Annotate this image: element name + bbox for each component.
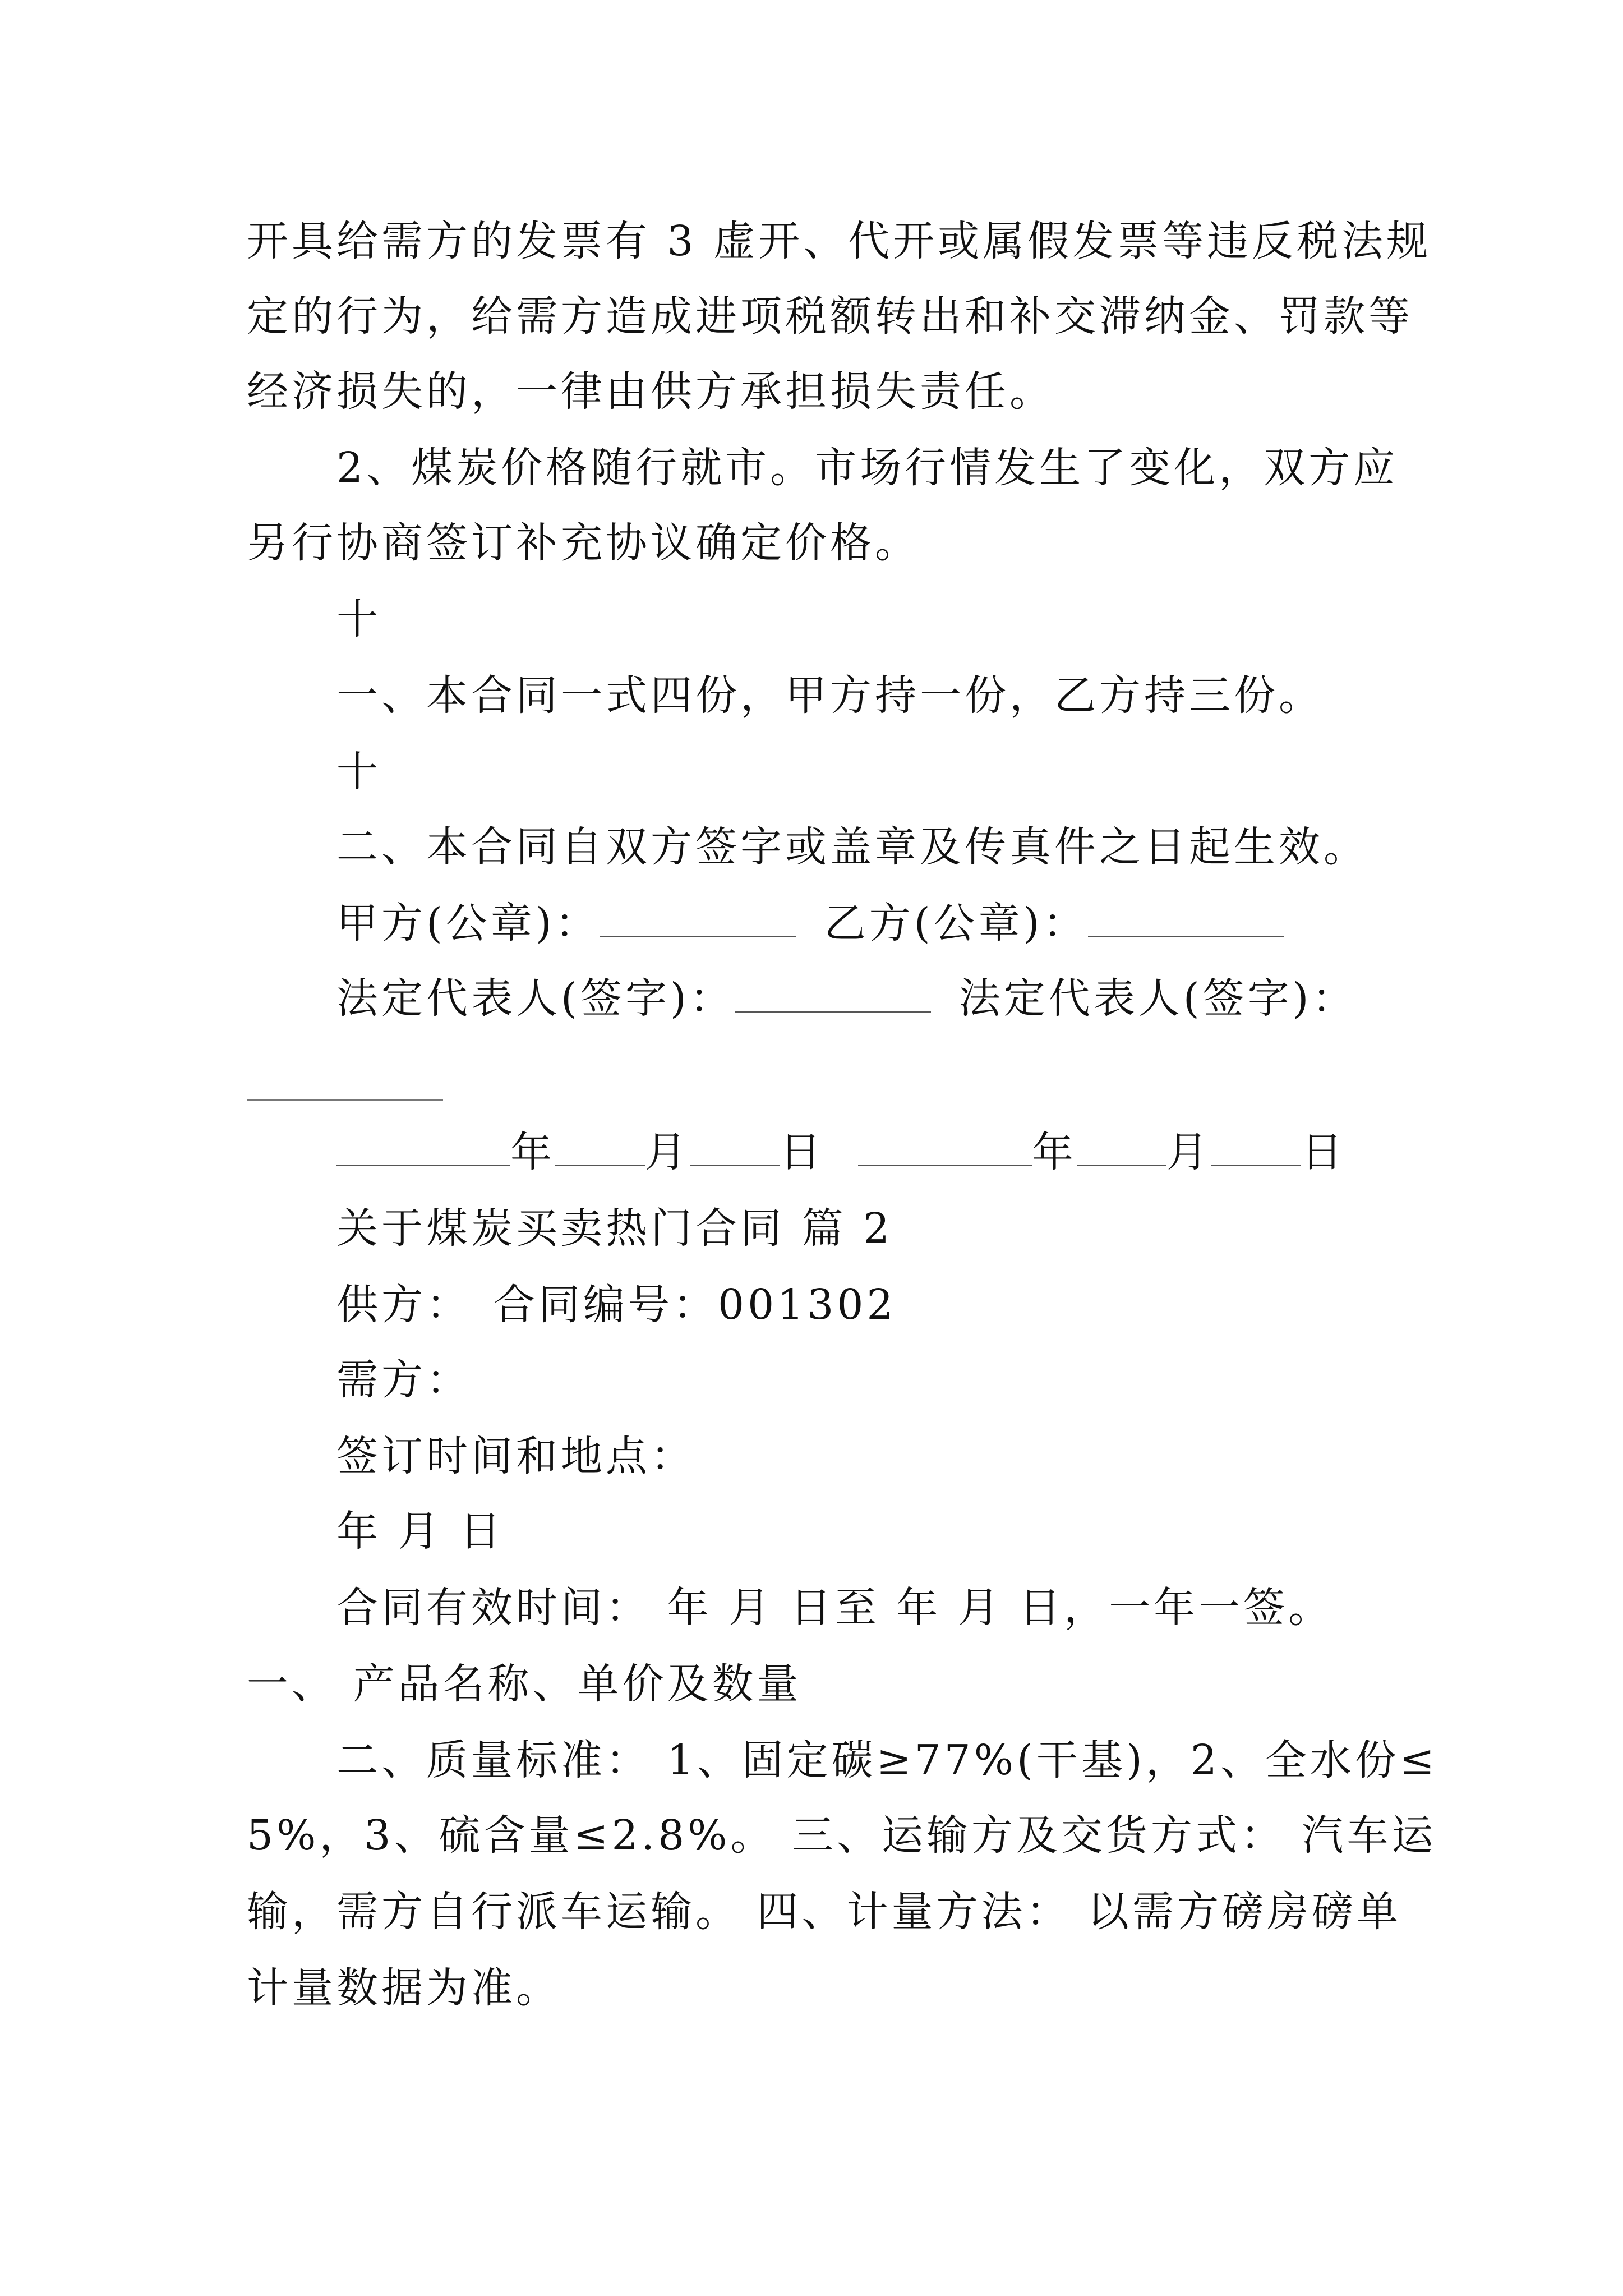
- clause-12: 二、本合同自双方签字或盖章及传真件之日起生效。: [336, 823, 1368, 871]
- clause-11: 一、本合同一式四份，甲方持一份，乙方持三份。: [336, 671, 1324, 720]
- validity-line: 合同有效时间： 年 月 日至 年 月 日，一年一签。: [336, 1584, 1334, 1632]
- month-label-a: 月: [645, 1128, 690, 1176]
- supplier-line: [336, 1277, 897, 1333]
- year-label-b: 年: [1032, 1128, 1077, 1176]
- day-label-b: 日: [1301, 1128, 1346, 1176]
- contract-no-label: 合同编号：: [494, 1281, 718, 1329]
- supplier-label: 供方：: [336, 1281, 471, 1329]
- party-b-seal-label: 乙方(公章)：: [824, 899, 1088, 947]
- date-line: 年 月 日: [336, 1507, 505, 1556]
- month-blank-b: [1077, 1125, 1166, 1166]
- quality-line-4: 计量数据为准。: [247, 1964, 561, 2012]
- day-blank-a: [690, 1125, 780, 1166]
- quality-line-2: 5%，3、硫含量≤2.8%。 三、运输方及交货方式： 汽车运: [247, 1811, 1437, 1860]
- clause-2-line-1: 2、煤炭价格随行就市。市场行情发生了变化，双方应: [336, 444, 1399, 492]
- party-a-seal-label: 甲方(公章)：: [336, 899, 600, 947]
- section-2-title: 关于煤炭买卖热门合同 篇 2: [336, 1204, 893, 1253]
- sign-time-place: 签订时间和地点：: [336, 1432, 695, 1480]
- legal-rep-a-label: 法定代表人(签字)：: [336, 974, 735, 1023]
- year-blank-b: [858, 1125, 1032, 1166]
- day-label-a: 日: [780, 1128, 824, 1176]
- party-a-seal-blank: [600, 896, 796, 937]
- contract-no-value: 001302: [718, 1281, 897, 1329]
- party-b-seal-blank: [1088, 896, 1284, 937]
- quality-line-3: 输，需方自行派车运输。 四、计量方法： 以需方磅房磅单: [247, 1888, 1402, 1936]
- buyer-line: 需方：: [336, 1356, 471, 1404]
- year-label-a: 年: [510, 1128, 555, 1176]
- body-line-3: 经济损失的，一律由供方承担损失责任。: [247, 367, 1054, 416]
- clause-number-ten-b: 十: [336, 748, 381, 796]
- legal-rep-line: [336, 970, 1357, 1027]
- date-signature-line: [336, 1124, 1346, 1180]
- legal-rep-a-blank: [735, 972, 931, 1013]
- body-line-2: 定的行为，给需方造成进项税额转出和补交滞纳金、罚款等: [247, 292, 1413, 341]
- month-blank-a: [555, 1125, 645, 1166]
- body-line-1: 开具给需方的发票有 3 虚开、代开或属假发票等违反税法规: [247, 217, 1432, 265]
- day-blank-b: [1211, 1125, 1301, 1166]
- legal-rep-b-label: 法定代表人(签字)：: [958, 974, 1357, 1023]
- clause-number-ten-a: 十: [336, 595, 381, 643]
- year-blank-a: [336, 1125, 510, 1166]
- legal-rep-b-blank: [247, 1099, 443, 1101]
- seal-line: [336, 895, 1284, 951]
- item-1-heading: 一、 产品名称、单价及数量: [247, 1660, 802, 1708]
- clause-2-line-2: 另行协商签订补充协议确定价格。: [247, 519, 920, 567]
- quality-line-1: 二、质量标准： 1、固定碳≥77%(干基)，2、全水份≤: [336, 1736, 1438, 1784]
- month-label-b: 月: [1166, 1128, 1211, 1176]
